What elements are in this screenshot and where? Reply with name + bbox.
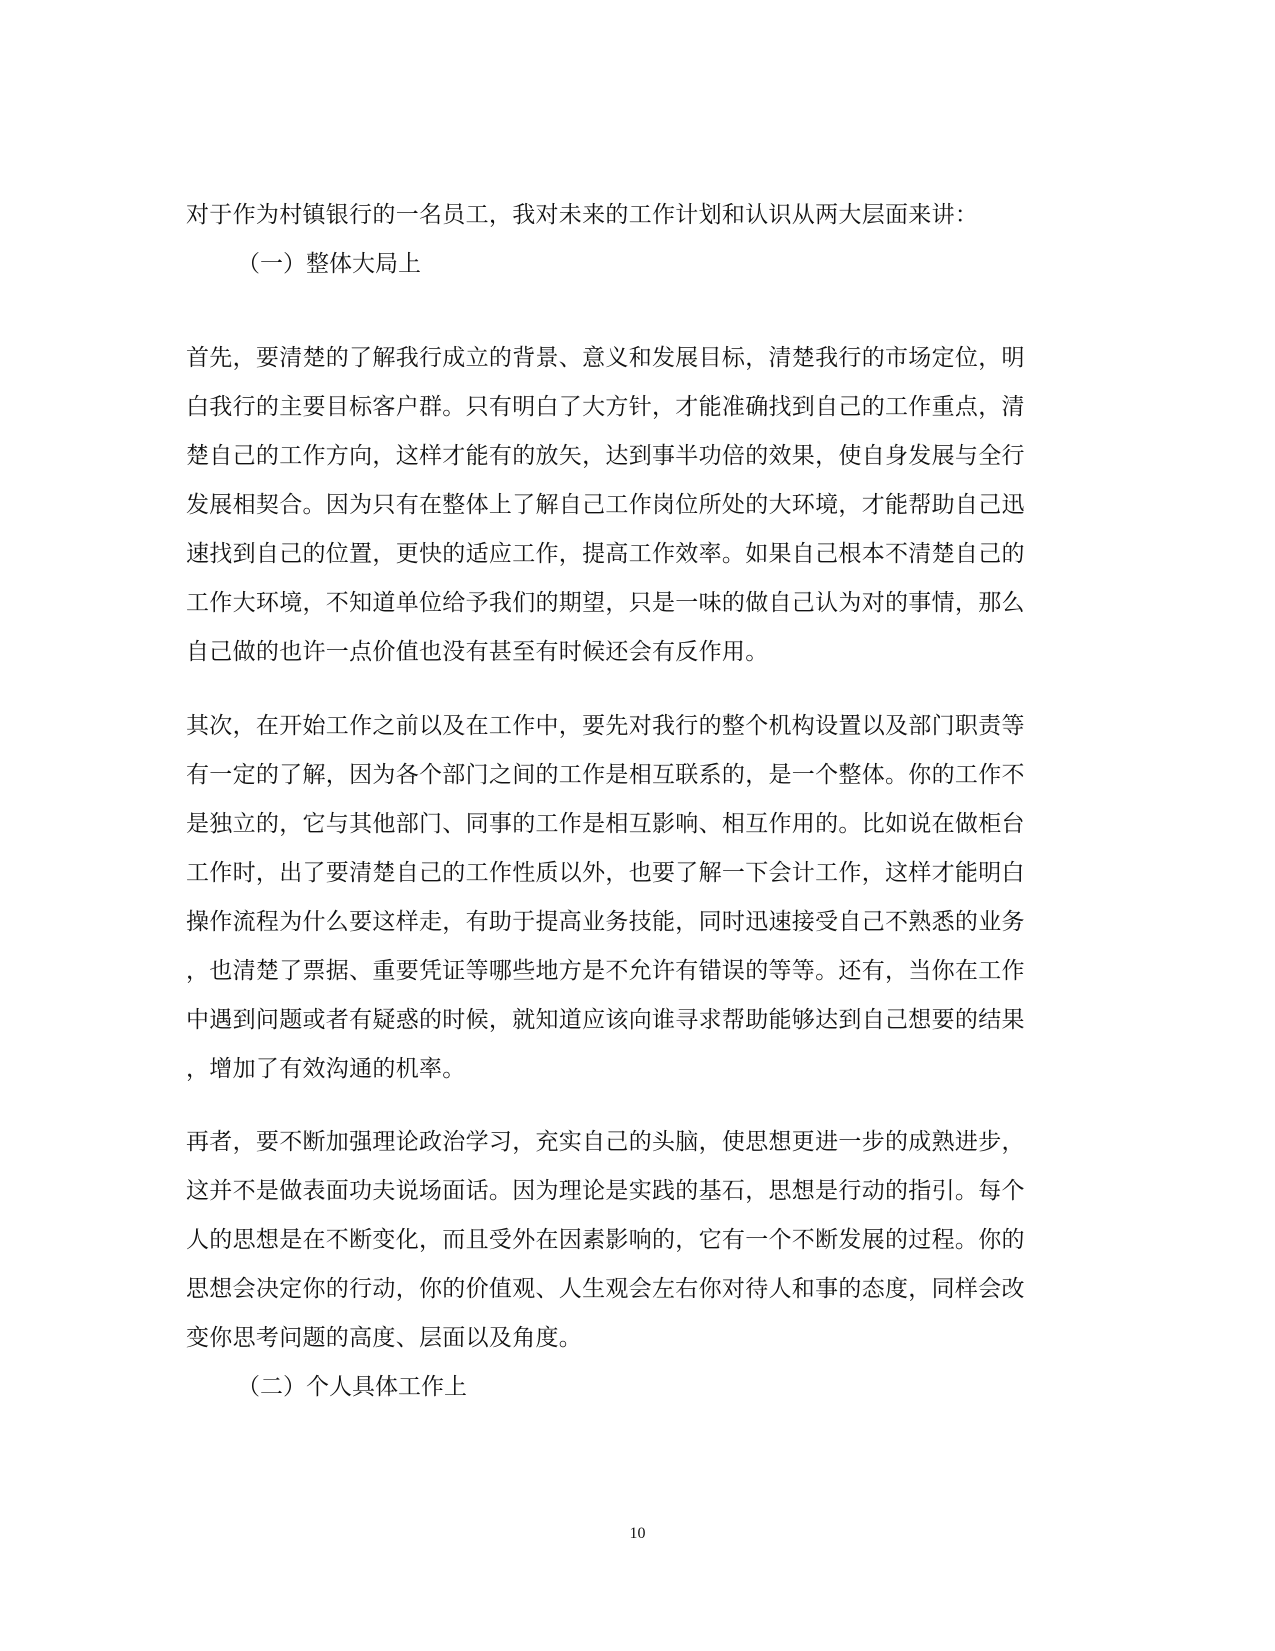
intro-line [186, 191, 1086, 240]
paragraph-line: 中遇到问题或者有疑惑的时候，就知道应该向谁寻求帮助能够达到自己想要的结果 [186, 1007, 1025, 1033]
paragraph-line: 操作流程为什么要这样走，有助于提高业务技能，同时迅速接受自己不熟悉的业务 [186, 909, 1025, 935]
paragraph-line: 工作时，出了要清楚自己的工作性质以外，也要了解一下会计工作，这样才能明白 [186, 860, 1025, 886]
paragraph-2 [186, 702, 1086, 1094]
paragraph-line: 首先，要清楚的了解我行成立的背景、意义和发展目标，清楚我行的市场定位，明 [186, 345, 1025, 371]
paragraph-line: ，增加了有效沟通的机率。 [186, 1056, 466, 1082]
paragraph-line: 是独立的，它与其他部门、同事的工作是相互影响、相互作用的。比如说在做柜台 [186, 811, 1025, 837]
paragraph-line: 这并不是做表面功夫说场面话。因为理论是实践的基石，思想是行动的指引。每个 [186, 1178, 1025, 1204]
paragraph-line: 其次，在开始工作之前以及在工作中，要先对我行的整个机构设置以及部门职责等 [186, 713, 1025, 739]
paragraph-line: 思想会决定你的行动，你的价值观、人生观会左右你对待人和事的态度，同样会改 [186, 1276, 1025, 1302]
paragraph-line: ，也清楚了票据、重要凭证等哪些地方是不允许有错误的等等。还有，当你在工作 [186, 958, 1025, 984]
paragraph-line: 再者，要不断加强理论政治学习，充实自己的头脑，使思想更进一步的成熟进步， [186, 1129, 1025, 1155]
paragraph-line: 发展相契合。因为只有在整体上了解自己工作岗位所处的大环境，才能帮助自己迅 [186, 492, 1025, 518]
paragraph-line: 工作大环境，不知道单位给予我们的期望，只是一味的做自己认为对的事情，那么 [186, 590, 1025, 616]
paragraph-line: 人的思想是在不断变化，而且受外在因素影响的，它有一个不断发展的过程。你的 [186, 1227, 1025, 1253]
paragraph-line: 自己做的也许一点价值也没有甚至有时候还会有反作用。 [186, 639, 769, 665]
intro-text: 对于作为村镇银行的一名员工，我对未来的工作计划和认识从两大层面来讲： [186, 202, 979, 228]
page-number: 10 [629, 1525, 646, 1542]
section-heading-1: （一）整体大局上 [237, 251, 421, 277]
paragraph-line: 白我行的主要目标客户群。只有明白了大方针，才能准确找到自己的工作重点，清 [186, 394, 1025, 420]
paragraph-line: 楚自己的工作方向，这样才能有的放矢，达到事半功倍的效果，使自身发展与全行 [186, 443, 1025, 469]
paragraph-1 [186, 334, 1086, 677]
paragraph-3 [186, 1118, 1086, 1363]
paragraph-line: 变你思考问题的高度、层面以及角度。 [186, 1325, 583, 1351]
paragraph-line: 有一定的了解，因为各个部门之间的工作是相互联系的，是一个整体。你的工作不 [186, 762, 1025, 788]
section-heading-2: （二）个人具体工作上 [237, 1374, 467, 1400]
paragraph-line: 速找到自己的位置，更快的适应工作，提高工作效率。如果自己根本不清楚自己的 [186, 541, 1025, 567]
